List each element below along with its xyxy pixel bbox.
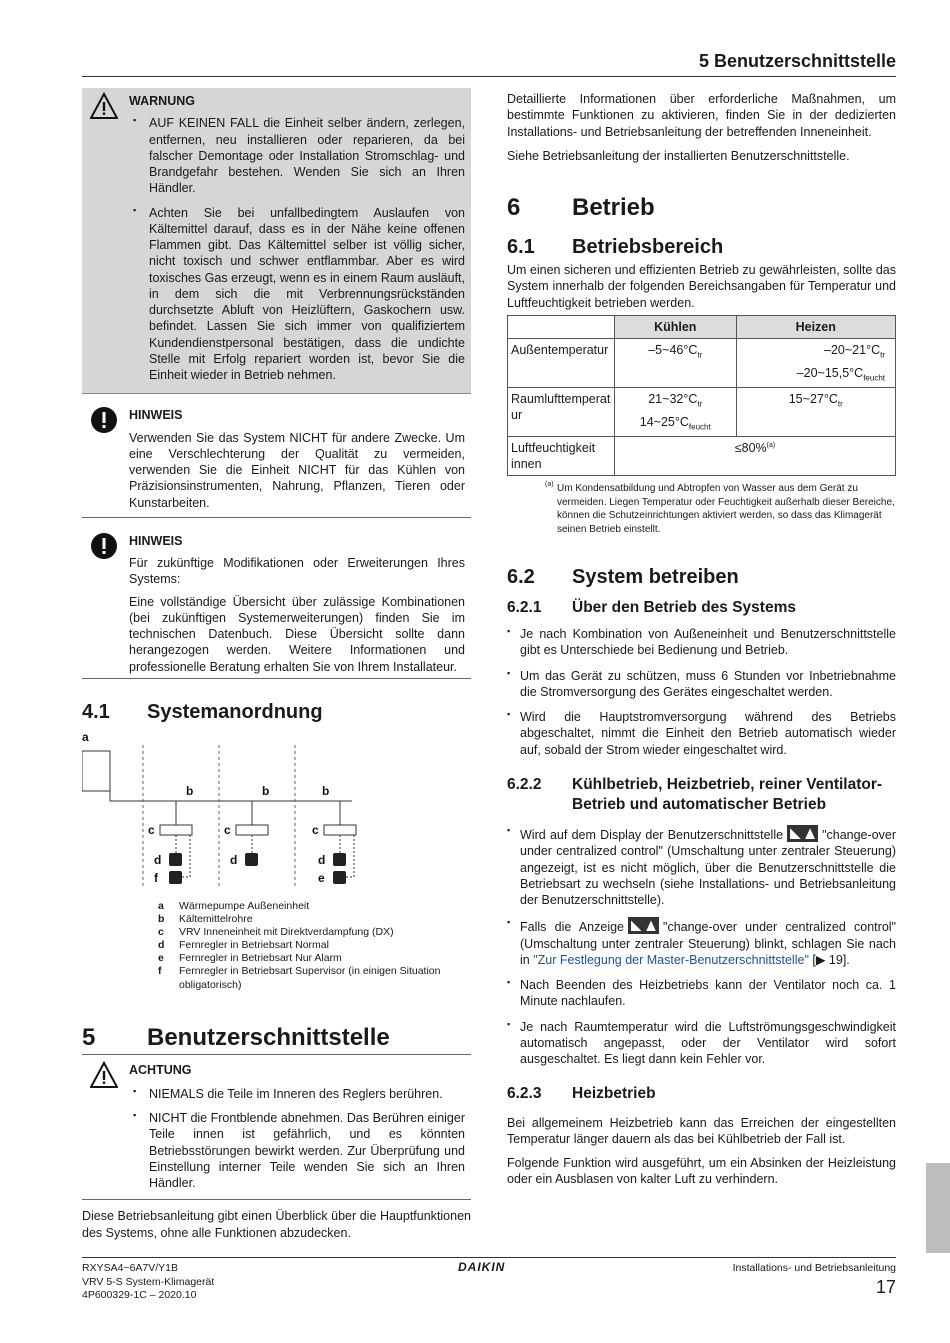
- label-b: b: [186, 783, 194, 798]
- subsection-title: Heizbetrieb: [572, 1085, 656, 1103]
- list-item: ▪ AUF KEINEN FALL die Einheit selber ändern, zerlegen, entfernen, neu installieren oder reparieren, da bei falscher Demontage oder Installation Stromschlag- und Brandgefahr bestehen. Wenden Sie sich an Ihren Händler.: [129, 115, 465, 196]
- diagram-legend: [158, 900, 471, 992]
- outdoor-unit: [82, 751, 110, 791]
- caution-triangle-icon: [90, 1061, 118, 1089]
- subsection-heading: [507, 1084, 896, 1104]
- list-item: ▪ Je nach Kombination von Außeneinheit und Benutzerschnittstelle gibt es Unterschiede bei Bedienung und Betrieb.: [507, 626, 896, 659]
- closing-paragraph: Diese Betriebsanleitung gibt einen Überblick über die Hauptfunktionen des Systems, ohne alle Funktionen abzudecken.: [82, 1209, 471, 1240]
- table-cell: ≤80%$^{(a)}$: [615, 436, 896, 476]
- mode-list: [507, 825, 896, 1067]
- footer-docnum: 4P600329-1C – 2020.10: [82, 1289, 197, 1302]
- intro-paragraph: Siehe Betriebsanleitung der installierten Benutzerschnittstelle.: [507, 148, 850, 163]
- notice-title: HINWEIS: [129, 533, 183, 548]
- label-b: b: [262, 783, 270, 798]
- table-row: [508, 436, 896, 476]
- caution-list: [129, 1086, 465, 1192]
- label-e: e: [318, 870, 325, 885]
- remote-controller-d: [169, 853, 182, 866]
- chapter-number: 6: [507, 194, 521, 221]
- subsection-number: 6.2.3: [507, 1085, 542, 1103]
- list-item: ▪ Wird auf dem Display der Benutzerschnittstelle "change-over under centralized control" (Umschaltung unter zentraler Steuerung) angezeigt, ist es nicht möglich, über die Benutzerschnittstelle die Betriebsart zu wechseln (siehe Installations- und Betriebsanleitung der Benutzerschnittstelle).: [507, 825, 896, 908]
- section-number: 6.1: [507, 236, 535, 258]
- table-row: [508, 387, 896, 436]
- row-label: Außentemperatur: [508, 339, 615, 388]
- label-c: c: [148, 822, 155, 837]
- table-cell: $-5\sim 46^\circ C_{tr}$: [615, 339, 737, 388]
- legend-item: c VRV Inneneinheit mit Direktverdampfung (DX): [158, 926, 394, 938]
- subsection-heading: [507, 598, 896, 618]
- exclamation-icon: [90, 532, 118, 560]
- remote-controller-f: [169, 871, 182, 884]
- section-title: Betriebsbereich: [572, 236, 724, 258]
- chapter-title: Betrieb: [572, 194, 655, 221]
- notice-box: [82, 402, 471, 518]
- notice-text: Für zukünftige Modifikationen oder Erweiterungen Ihres Systems:: [129, 556, 465, 587]
- label-f: f: [154, 870, 158, 885]
- table-header-cooling: Kühlen: [615, 315, 737, 338]
- right-column: [507, 88, 896, 1196]
- caution-box: [82, 1057, 471, 1201]
- section-heading: [507, 234, 896, 262]
- system-diagram: [82, 729, 471, 899]
- table-corner: [508, 315, 615, 338]
- table-cell: $15\sim 27^\circ C_{tr}$: [736, 387, 896, 436]
- footer-model: RXYSA4~6A7V/Y1B: [82, 1262, 179, 1274]
- remote-controller-e: [333, 871, 346, 884]
- footer-document-info: [82, 1262, 214, 1303]
- remote-controller-d: [333, 853, 346, 866]
- legend-item: b Kältemittelrohre: [158, 912, 253, 925]
- changeover-icon: [787, 825, 818, 842]
- table-cell: $21\sim 32^\circ C_{tr}$ $14\sim 25^\circ C_{feucht}$: [615, 387, 737, 436]
- remote-controller-d: [245, 853, 258, 866]
- subsection-number: 6.2.2: [507, 775, 542, 793]
- footer-doctype: Installations- und Betriebsanleitung: [732, 1262, 896, 1274]
- footer-product: VRV 5-S System-Klimagerät: [82, 1275, 215, 1288]
- label-a: a: [82, 729, 89, 744]
- page-header-title: 5 Benutzerschnittstelle: [698, 51, 896, 71]
- warning-triangle-icon: [90, 92, 118, 120]
- left-column: [82, 88, 471, 1249]
- table-header-heating: Heizen: [736, 315, 896, 338]
- list-item: ▪ Wird die Hauptstromversorgung während des Betriebs abgeschaltet, nimmt die Einheit den Betrieb automatisch wieder auf, sobald der Strom wieder eingeschaltet wird.: [507, 709, 896, 758]
- intro-paragraph: Detaillierte Informationen über erforderliche Maßnahmen, um bestimmte Funktionen zu aktivieren, finden Sie in der dedizierten Installations- und Betriebsanleitung der betreffenden Inneneinheit.: [507, 92, 896, 139]
- caution-title: ACHTUNG: [129, 1062, 192, 1077]
- row-label: Luftfeuchtigkeit innen: [508, 436, 615, 476]
- list-item: ▪ Je nach Raumtemperatur wird die Luftströmungsgeschwindigkeit automatisch angepasst, oder der Ventilator wird sofort ausgeschaltet. Es liegt dann kein Fehler vor.: [507, 1019, 896, 1068]
- section-number: 4.1: [82, 700, 110, 723]
- label-d: d: [154, 852, 162, 867]
- label-d: d: [230, 852, 238, 867]
- indoor-unit: [324, 825, 356, 835]
- subsection-number: 6.2.1: [507, 599, 542, 617]
- section-paragraph: Bei allgemeinem Heizbetrieb kann das Erreichen der eingestellten Temperatur länger dauern als das bei Kühlbetrieb der Fall ist.: [507, 1115, 896, 1146]
- section-title: System betreiben: [572, 566, 739, 589]
- warning-title: WARNUNG: [129, 94, 195, 108]
- chapter-side-tab: [926, 1163, 950, 1253]
- list-item: ▪ Falls die Anzeige "change-over under centralized control" (Umschaltung unter zentraler Steuerung) blinkt, schlagen Sie nach in "Zur Festlegung der Master-Benutzerschnittstelle" [▶ 19].: [507, 917, 896, 968]
- changeover-icon: [628, 917, 659, 934]
- daikin-logo: DAIKIN: [458, 1260, 506, 1274]
- indoor-unit: [236, 825, 268, 835]
- warning-box: [82, 88, 471, 394]
- label-d: d: [318, 852, 326, 867]
- chapter-rule: [82, 1054, 471, 1055]
- list-item: ▪ Um das Gerät zu schützen, muss 6 Stunden vor Inbetriebnahme die Stromversorgung des Gerätes eingeschaltet werden.: [507, 668, 896, 701]
- legend-item: d Fernregler in Betriebsart Normal: [158, 939, 329, 952]
- chapter-title: Benutzerschnittstelle: [147, 1023, 390, 1051]
- label-c: c: [224, 822, 231, 837]
- section-title: Systemanordnung: [147, 700, 323, 723]
- table-row: [508, 339, 896, 388]
- table-footnote: (a) Um Kondensatbildung und Abtropfen von Wasser aus dem Gerät zu vermeiden. Liegen Temperatur oder Feuchtigkeit außerhalb dieser Bereiche, können die Schutzeinrichtungen aktiviert werden, so dass das Klimagerät seinen Betrieb einstellt.: [545, 481, 895, 535]
- section-paragraph: Um einen sicheren und effizienten Betrieb zu gewährleisten, sollte das System innerhalb der folgenden Bereichsangaben für Temperatur und Luftfeuchtigkeit betrieben werden.: [507, 263, 896, 310]
- master-ui-link[interactable]: "Zur Festlegung der Master-Benutzerschnittstelle": [533, 952, 809, 967]
- legend-item: e Fernregler in Betriebsart Nur Alarm: [158, 952, 342, 965]
- notice-text: Verwenden Sie das System NICHT für andere Zwecke. Um eine Verschlechterung der Qualität zu vermeiden, verwenden Sie die Einheit NICHT für das Kühlen von Präzisionsinstrumenten, Nahrung, Pflanzen, Tieren oder Kunstarbeiten.: [129, 430, 465, 510]
- legend-item: f Fernregler in Betriebsart Supervisor (in einigen Situation obligatorisch): [158, 965, 441, 991]
- page-number: 17: [875, 1277, 896, 1297]
- section-heading: [82, 699, 471, 727]
- section-heading: [507, 564, 896, 592]
- indoor-unit: [160, 825, 192, 835]
- footer-rule: [82, 1257, 896, 1258]
- row-label: Raumlufttemperat ur: [508, 387, 615, 436]
- chapter-heading: [82, 1022, 471, 1054]
- notice-text: Eine vollständige Übersicht über zulässige Kombinationen (bei zukünftigen Systemerweiterungen) finden Sie im technischen Datenbuch. Diese Übersicht sollte dann herangezogen werden. Weitere Informationen und professionelle Beratung erhalten Sie von Ihrem Installateur.: [129, 594, 465, 674]
- warning-list: [129, 115, 465, 383]
- table-cell: $-20\sim 21^\circ C_{tr}$ $-20\sim 15,5^\circ C_{feucht}$: [736, 339, 896, 388]
- notice-title: HINWEIS: [129, 408, 183, 423]
- subsection-heading: [507, 775, 896, 815]
- chapter-number: 5: [82, 1023, 96, 1051]
- header-rule: [82, 76, 896, 77]
- section-number: 6.2: [507, 566, 535, 589]
- label-b: b: [322, 783, 330, 798]
- legend-item: a Wärmepumpe Außeneinheit: [158, 899, 310, 912]
- list-item: ▪ NIEMALS die Teile im Inneren des Reglers berühren.: [129, 1086, 465, 1102]
- list-item: ▪ Nach Beenden des Heizbetriebs kann der Ventilator noch ca. 1 Minute nachlaufen.: [507, 977, 896, 1010]
- subsection-title: Kühlbetrieb, Heizbetrieb, reiner Ventilator-Betrieb und automatischer Betrieb: [572, 775, 883, 814]
- list-item: ▪ Achten Sie bei unfallbedingtem Auslaufen von Kältemittel darauf, dass es in der Nähe keine offenen Flammen gibt. Das Kältemittel selber ist völlig sicher, nicht toxisch und schwer entflammbar. Aber es wird toxisches Gas erzeugt, wenn es in einem Raum ausläuft, in dem sich die mit Verbrennungsrückständen durchsetzte Abluft von Heizlüftern, Gaskochern usw. befindet. Lassen Sie sich immer von qualifiziertem Kundendienstpersonal bestätigen, dass die undichte Stelle mit Erfolg repariert worden ist, bevor Sie die Einheit wieder in Betrieb nehmen.: [129, 205, 465, 384]
- operation-range-table: [507, 315, 896, 476]
- list-item: ▪ NICHT die Frontblende abnehmen. Das Berühren einiger Teile innen ist gefährlich, und es könnten Betriebsstörungen bewirkt werden. Zur Überprüfung und Einstellung interner Teile wenden Sie sich an Ihren Händler.: [129, 1110, 465, 1191]
- exclamation-icon: [90, 406, 118, 434]
- operation-list: [507, 626, 896, 758]
- label-c: c: [312, 822, 319, 837]
- section-paragraph: Folgende Funktion wird ausgeführt, um ein Absinken der Heizleistung oder ein Ausblasen von kalter Luft zu verhindern.: [507, 1156, 896, 1187]
- subsection-title: Über den Betrieb des Systems: [572, 599, 796, 617]
- notice-box: [82, 528, 471, 679]
- chapter-heading: [507, 192, 896, 224]
